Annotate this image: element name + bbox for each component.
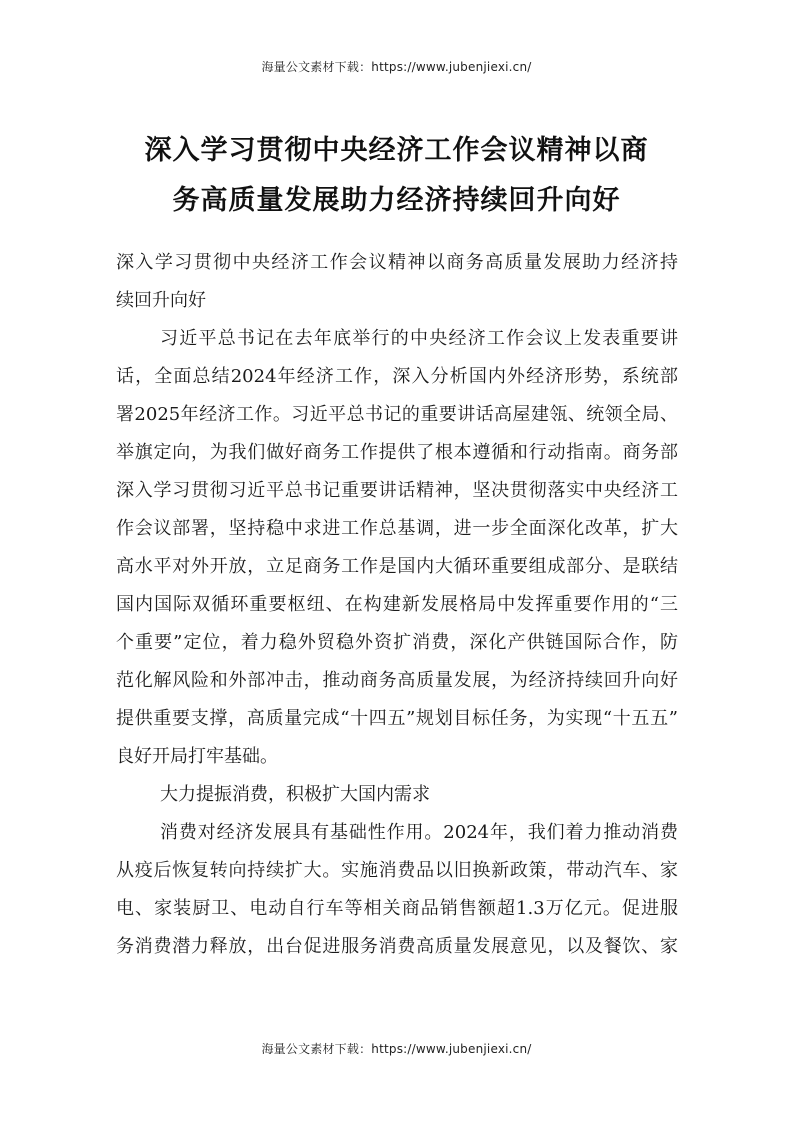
page-footer: 海量公文素材下载：https://www.jubenjiexi.cn/	[261, 1042, 532, 1056]
body-line: 习近平总书记在去年底举行的中央经济工作会议上发表重要讲	[160, 328, 678, 349]
body-line: 高水平对外开放，立足商务工作是国内大循环重要组成部分、是联结	[116, 556, 678, 577]
body-line: 务消费潜力释放，出台促进服务消费高质量发展意见，以及餐饮、家	[116, 936, 678, 957]
document-body	[116, 244, 678, 966]
body-line: 提供重要支撑，高质量完成“十四五”规划目标任务，为实现“十五五”	[116, 708, 678, 729]
body-line: 国内国际双循环重要枢纽、在构建新发展格局中发挥重要作用的“三	[116, 594, 678, 615]
document-title	[100, 126, 693, 226]
body-line: 从疫后恢复转向持续扩大。实施消费品以旧换新政策，带动汽车、家	[116, 860, 678, 881]
title-line-1: 深入学习贯彻中央经济工作会议精神以商	[144, 135, 649, 166]
body-line: 深入学习贯彻习近平总书记重要讲话精神，坚决贯彻落实中央经济工	[116, 480, 678, 501]
title-line-2: 务高质量发展助力经济持续回升向好	[172, 185, 621, 216]
body-line: 署2025年经济工作。习近平总书记的重要讲话高屋建瓴、统领全局、	[116, 404, 678, 425]
body-line: 深入学习贯彻中央经济工作会议精神以商务高质量发展助力经济持	[116, 252, 678, 273]
body-line: 续回升向好	[116, 290, 206, 311]
body-line: 良好开局打牢基础。	[116, 746, 278, 767]
section-heading: 大力提振消费，积极扩大国内需求	[160, 784, 430, 805]
body-line: 话，全面总结2024年经济工作，深入分析国内外经济形势，系统部	[116, 366, 678, 387]
body-line: 举旗定向，为我们做好商务工作提供了根本遵循和行动指南。商务部	[116, 442, 678, 463]
body-line: 作会议部署，坚持稳中求进工作总基调，进一步全面深化改革，扩大	[116, 518, 678, 539]
body-line: 个重要”定位，着力稳外贸稳外资扩消费，深化产供链国际合作，防	[116, 632, 678, 653]
body-line: 电、家装厨卫、电动自行车等相关商品销售额超1.3万亿元。促进服	[116, 898, 678, 919]
page-header: 海量公文素材下载：https://www.jubenjiexi.cn/	[261, 60, 532, 74]
body-line: 范化解风险和外部冲击，推动商务高质量发展，为经济持续回升向好	[116, 670, 678, 691]
body-line: 消费对经济发展具有基础性作用。2024年，我们着力推动消费	[160, 822, 678, 843]
